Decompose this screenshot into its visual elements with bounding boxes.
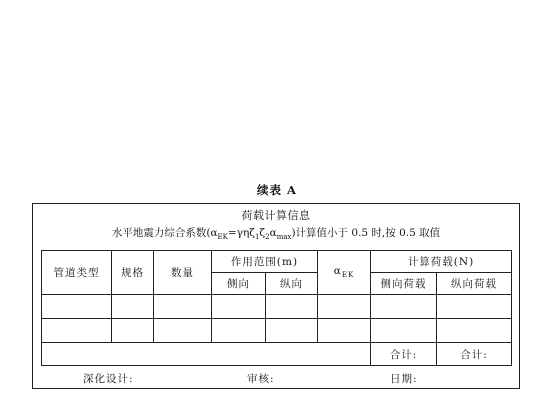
header-action-range: 作用范围(m) — [212, 251, 318, 273]
table-cell — [112, 343, 154, 366]
form-title: 荷载计算信息 — [241, 209, 311, 222]
header-alpha-ek: $\alpha_{EK}$ — [318, 251, 371, 295]
table-row — [42, 295, 512, 319]
table-cell — [318, 343, 371, 366]
seismic-coefficient-note: 水平地震力综合系数$(\alpha_{EK}=\gamma\eta\zeta_1\zeta_2\alpha_{max})$计算值小于 0.5 时,按 0.5 取值 — [111, 227, 441, 242]
longitudinal-total-cell: 合计: — [437, 343, 512, 366]
table-cell — [437, 295, 512, 319]
table-cell — [437, 319, 512, 343]
header-longitudinal-load: 纵向荷载 — [437, 273, 512, 295]
table-cell — [212, 343, 266, 366]
load-calculation-form — [32, 203, 520, 389]
lateral-total-cell: 合计: — [371, 343, 437, 366]
table-cell — [212, 295, 266, 319]
table-caption: 续表 A — [257, 183, 297, 197]
header-lateral: 侧向 — [212, 273, 266, 295]
header-lateral-load: 侧向荷载 — [371, 273, 437, 295]
table-cell — [112, 295, 154, 319]
table-cell — [42, 319, 112, 343]
table-cell — [266, 295, 318, 319]
table-row — [42, 319, 512, 343]
header-spec: 规格 — [112, 251, 154, 295]
table-cell — [42, 343, 112, 366]
date-label: 日期: — [390, 373, 418, 385]
header-longitudinal: 纵向 — [266, 273, 318, 295]
table-cell — [371, 319, 437, 343]
table-cell — [154, 295, 212, 319]
header-calculated-load: 计算荷载(N) — [371, 251, 512, 273]
header-pipe-type: 管道类型 — [42, 251, 112, 295]
table-cell — [266, 319, 318, 343]
load-table — [41, 250, 512, 366]
table-cell — [42, 295, 112, 319]
table-cell — [112, 319, 154, 343]
table-cell — [318, 319, 371, 343]
review-signature-label: 审核: — [247, 373, 275, 385]
total-row — [42, 343, 512, 366]
design-signature-label: 深化设计: — [83, 373, 134, 385]
signature-row — [33, 371, 519, 387]
header-quantity: 数量 — [154, 251, 212, 295]
table-cell — [154, 319, 212, 343]
table-cell — [266, 343, 318, 366]
table-cell — [154, 343, 212, 366]
table-cell — [212, 319, 266, 343]
table-cell — [318, 295, 371, 319]
table-cell — [371, 295, 437, 319]
